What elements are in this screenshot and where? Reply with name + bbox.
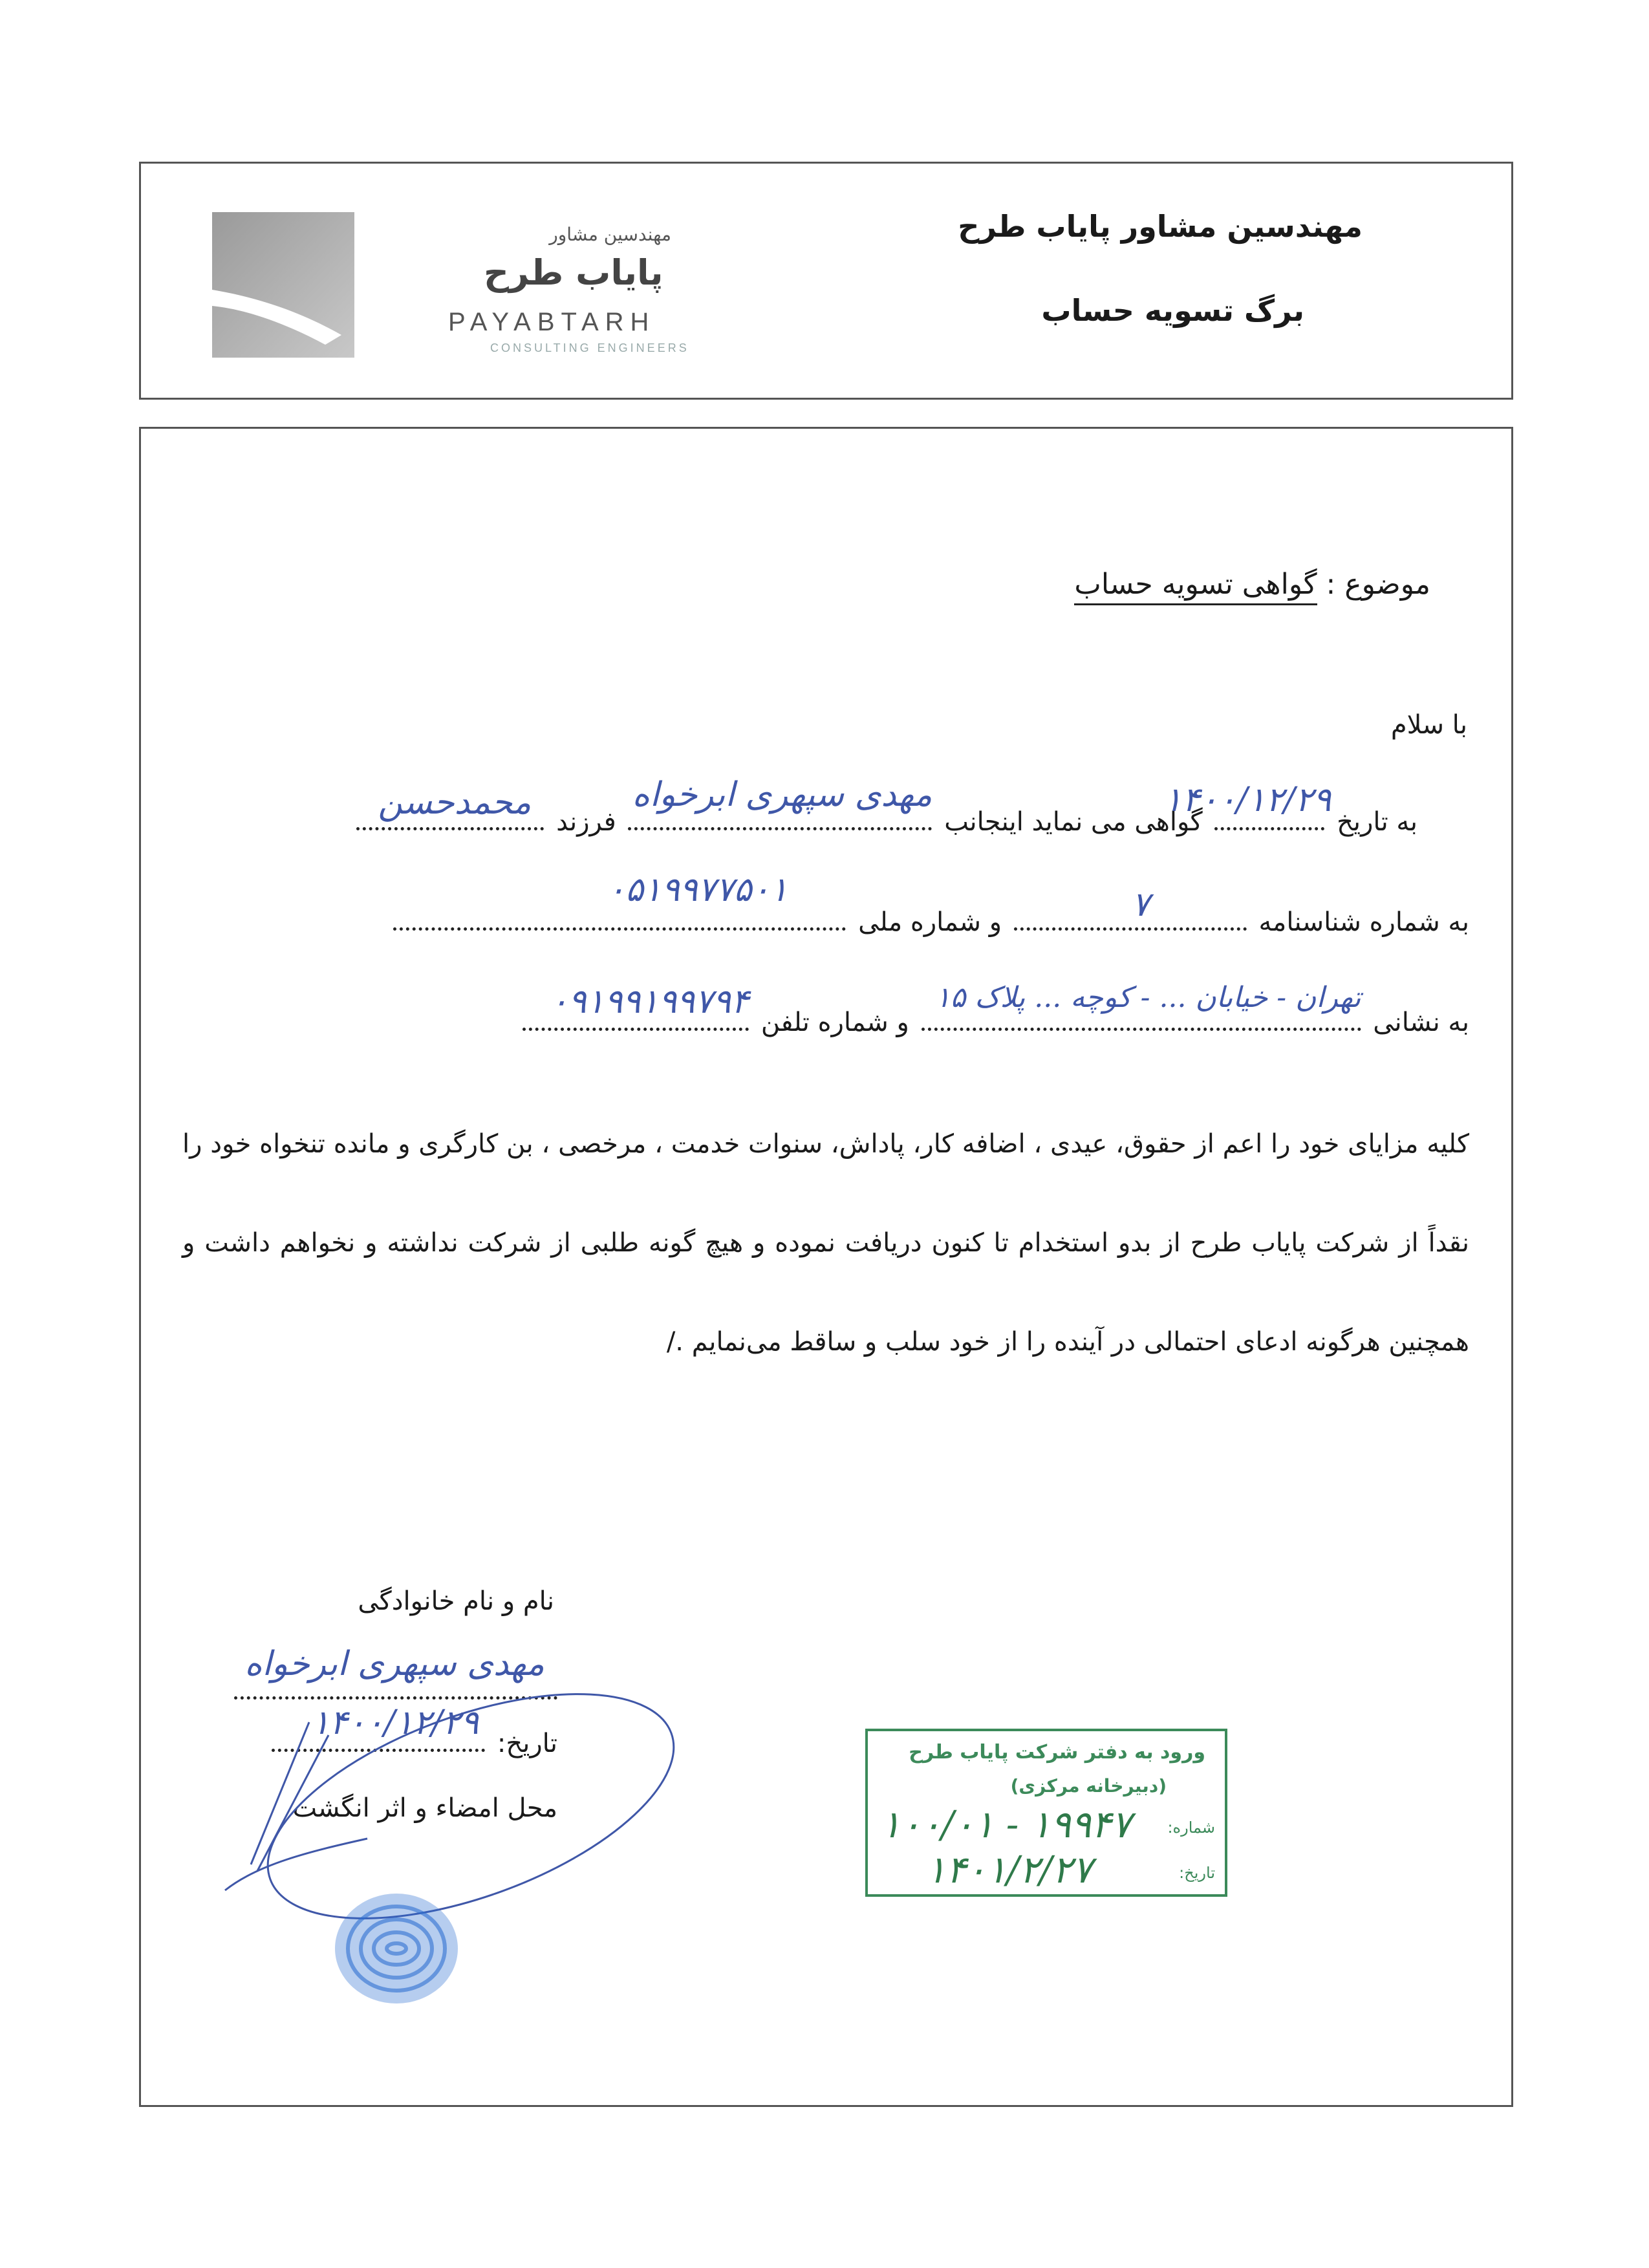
subject-line <box>1074 568 1430 605</box>
stamp-date-label: تاریخ: <box>1179 1864 1215 1882</box>
national-id-label: و شماره ملی <box>858 907 1002 937</box>
fingerprint-icon <box>325 1877 468 2020</box>
stamp-subtitle: (دبیرخانه مرکزی) <box>1010 1775 1167 1797</box>
company-name: مهندسین مشاور پایاب طرح <box>958 209 1363 244</box>
date-handwritten: ۱۴۰۰/۱۲/۲۹ <box>1163 781 1331 819</box>
logo-persian-subtitle: مهندسین مشاور <box>549 224 671 245</box>
registration-stamp <box>865 1729 1227 1897</box>
signer-name-handwritten: مهدی سپهری ابرخواه <box>244 1645 544 1683</box>
letterhead-box <box>139 162 1513 400</box>
name-fill <box>628 775 932 830</box>
stamp-number-label: شماره: <box>1167 1819 1215 1837</box>
date-fill <box>1163 781 1331 830</box>
subject-label: موضوع : <box>1326 568 1430 601</box>
phone-fill <box>523 982 749 1031</box>
certify-text: گواهی می نماید اینجانب <box>944 807 1203 837</box>
id-fill <box>1014 885 1247 931</box>
date-name-line <box>352 775 1417 837</box>
signer-name-label: نام و نام خانوادگی <box>358 1586 554 1616</box>
address-fill <box>921 981 1361 1031</box>
child-of-label: فرزند <box>556 807 616 837</box>
stamp-date-value: ۱۴۰۱/۲/۲۷ <box>926 1848 1093 1892</box>
logo-english-subtitle: CONSULTING ENGINEERS <box>490 341 689 354</box>
father-handwritten: محمدحسن <box>378 783 532 822</box>
id-handwritten: ۷ <box>1131 885 1150 924</box>
address-phone-line <box>519 981 1469 1037</box>
address-handwritten: تهران - خیابان ... - کوچه ... پلاک ۱۵ <box>935 981 1361 1014</box>
letter-body-box <box>139 427 1513 2107</box>
national-id-fill <box>393 870 846 931</box>
national-id-handwritten: ۰۵۱۹۹۷۷۵۰۱ <box>607 870 788 909</box>
form-title: برگ تسویه حساب <box>1041 293 1304 328</box>
greeting: با سلام <box>1390 710 1467 740</box>
signature-place-label: محل امضاء و اثر انگشت <box>292 1793 557 1823</box>
logo-english-name: PAYABTARH <box>448 308 656 336</box>
id-number-line <box>389 870 1469 937</box>
stamp-title: ورود به دفتر شرکت پایاب طرح <box>909 1741 1205 1764</box>
address-label: به نشانی <box>1373 1008 1469 1037</box>
logo-mark-icon <box>212 212 354 358</box>
name-handwritten: مهدی سپهری ابرخواه <box>632 775 932 814</box>
phone-label: و شماره تلفن <box>760 1008 909 1037</box>
stamp-number-value: ۱۰۰/۰۱ - ۱۹۹۴۷ <box>881 1802 1132 1846</box>
signer-date-label: تاریخ: <box>497 1729 557 1758</box>
company-logo <box>212 212 689 361</box>
id-label: به شماره شناسنامه <box>1258 907 1469 937</box>
logo-persian-name: پایاب طرح <box>484 252 663 293</box>
phone-handwritten: ۰۹۱۹۹۱۹۹۷۹۴ <box>550 982 749 1021</box>
signer-date-handwritten: ۱۴۰۰/۱۲/۲۹ <box>311 1703 479 1742</box>
subject-value: گواهی تسویه حساب <box>1074 568 1317 605</box>
father-fill <box>356 783 544 830</box>
date-label: به تاریخ <box>1337 807 1417 837</box>
settlement-paragraph: کلیه مزایای خود را اعم از حقوق، عیدی ، اضافه کار، پاداش، سنوات خدمت ، مرخصی ، بن کارگری و مانده تنخواه خود را نقداً از شرکت پایاب طرح از بدو استخدام تا کنون دریافت نموده و هیچ گونه طلبی از شرکت نداشته و نخواهم داشت و همچنین هرگونه ادعای احتمالی در آینده را از خود سلب و ساقط می‌نمایم ./ <box>182 1129 1469 1357</box>
